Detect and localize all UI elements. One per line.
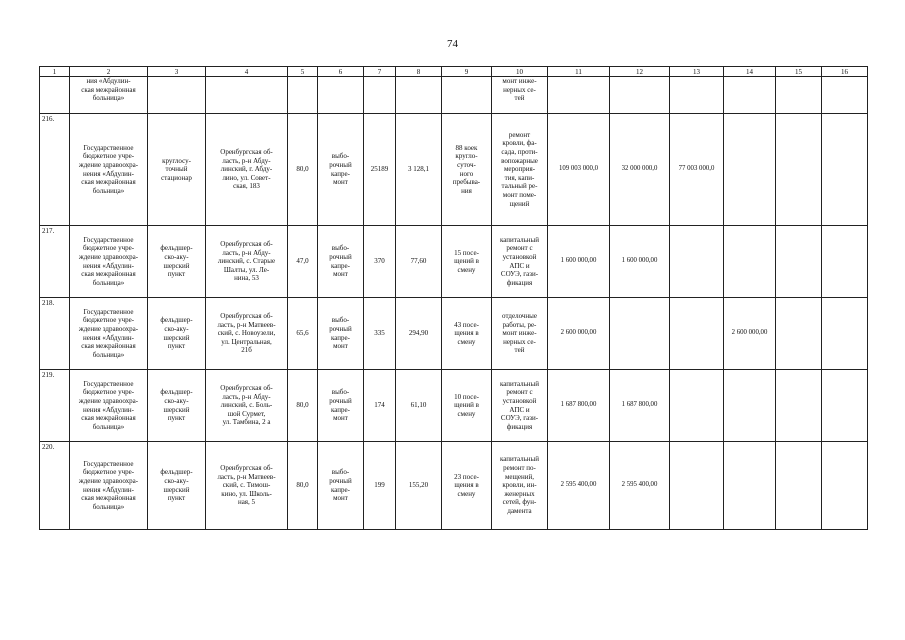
- amount-cell: [776, 370, 822, 442]
- works-cell: ремонт кровли, фа- сада, проти- вопожарные мероприя- тия, капи- тальный ре- монт поме- щений: [492, 114, 548, 226]
- amount-cell: [724, 226, 776, 298]
- address-cell: Оренбургская об- ласть, р-н Абду- линский, г. Абду- лино, ул. Совет- ская, 183: [206, 114, 288, 226]
- works-cell: отделочные работы, ре- монт инже- нерных се- тей: [492, 298, 548, 370]
- wear-cell: 80,0: [288, 442, 318, 530]
- table-cell: 25189: [364, 114, 396, 226]
- amount-total-cell: 1 600 000,00: [548, 226, 610, 298]
- table-cell: 335: [364, 298, 396, 370]
- table-cell: [548, 77, 610, 114]
- amount-total-cell: 2 595 400,00: [548, 442, 610, 530]
- header-cell: 6: [318, 67, 364, 77]
- amount-cell: [670, 298, 724, 370]
- institution-cell: Государственное бюджетное учре- ждение здравоохра- нения «Абдулин- ская межрайонная больница»: [70, 114, 148, 226]
- header-cell: 3: [148, 67, 206, 77]
- amount-cell: [776, 442, 822, 530]
- amount-cell: [724, 370, 776, 442]
- amount-cell: [670, 370, 724, 442]
- table-cell: 199: [364, 442, 396, 530]
- row-number-cell: 217.: [40, 226, 70, 298]
- header-cell: 4: [206, 67, 288, 77]
- amount-cell: [776, 114, 822, 226]
- amount-cell: [822, 298, 868, 370]
- repair-kind-cell: выбо- рочный капре- монт: [318, 442, 364, 530]
- address-cell: Оренбургская об- ласть, р-н Матвеев- ский, с. Новоузели, ул. Центральная, 21б: [206, 298, 288, 370]
- table-cell: 370: [364, 226, 396, 298]
- row-number-cell: 216.: [40, 114, 70, 226]
- row-number-cell: 219.: [40, 370, 70, 442]
- table-row: [40, 226, 868, 298]
- header-cell: 10: [492, 67, 548, 77]
- amount-cell: [724, 114, 776, 226]
- table-row: [40, 370, 868, 442]
- table-row: [40, 442, 868, 530]
- table-cell: [148, 77, 206, 114]
- facility-type-cell: фельдшер- ско-аку- шерский пункт: [148, 442, 206, 530]
- amount-cell: [670, 226, 724, 298]
- amount-cell: 1 600 000,00: [610, 226, 670, 298]
- table-cell: 61,10: [396, 370, 442, 442]
- header-cell: 15: [776, 67, 822, 77]
- row-number-cell: 218.: [40, 298, 70, 370]
- column-number-header: [40, 67, 868, 77]
- institution-cell: Государственное бюджетное учре- ждение здравоохра- нения «Абдулин- ская межрайонная больница»: [70, 226, 148, 298]
- facility-type-cell: фельдшер- ско-аку- шерский пункт: [148, 226, 206, 298]
- institution-cell: Государственное бюджетное учре- ждение здравоохра- нения «Абдулин- ская межрайонная больница»: [70, 298, 148, 370]
- amount-cell: [822, 226, 868, 298]
- page-number: 74: [447, 38, 458, 50]
- capacity-cell: 23 посе- щения в смену: [442, 442, 492, 530]
- amount-cell: 2 600 000,00: [724, 298, 776, 370]
- table-cell: [670, 77, 724, 114]
- table-cell: 77,60: [396, 226, 442, 298]
- header-cell: 11: [548, 67, 610, 77]
- wear-cell: 47,0: [288, 226, 318, 298]
- amount-cell: [776, 226, 822, 298]
- institution-cell: ния «Абдулин- ская межрайонная больница»: [70, 77, 148, 114]
- amount-cell: 77 003 000,0: [670, 114, 724, 226]
- table-cell: 155,20: [396, 442, 442, 530]
- table-cell: 174: [364, 370, 396, 442]
- amount-cell: [822, 442, 868, 530]
- table-cell: [396, 77, 442, 114]
- table-cell: 294,90: [396, 298, 442, 370]
- header-cell: 7: [364, 67, 396, 77]
- repair-kind-cell: выбо- рочный капре- монт: [318, 226, 364, 298]
- table-cell: [822, 77, 868, 114]
- amount-cell: [610, 298, 670, 370]
- institution-cell: Государственное бюджетное учре- ждение здравоохра- нения «Абдулин- ская межрайонная больница»: [70, 370, 148, 442]
- table-cell: [442, 77, 492, 114]
- row-number-cell: [40, 77, 70, 114]
- amount-cell: [776, 298, 822, 370]
- amount-total-cell: 1 687 800,00: [548, 370, 610, 442]
- amount-cell: [724, 442, 776, 530]
- amount-cell: [822, 370, 868, 442]
- header-cell: 12: [610, 67, 670, 77]
- header-cell: 1: [40, 67, 70, 77]
- table-cell: [724, 77, 776, 114]
- table-cell: [288, 77, 318, 114]
- institution-cell: Государственное бюджетное учре- ждение здравоохра- нения «Абдулин- ская межрайонная больница»: [70, 442, 148, 530]
- wear-cell: 80,0: [288, 114, 318, 226]
- table-row: [40, 298, 868, 370]
- works-cell: монт инже- нерных се- тей: [492, 77, 548, 114]
- amount-cell: 1 687 800,00: [610, 370, 670, 442]
- header-cell: 9: [442, 67, 492, 77]
- address-cell: Оренбургская об- ласть, р-н Абду- линский, с. Боль- шой Сурмет, ул. Тамбина, 2 а: [206, 370, 288, 442]
- header-cell: 5: [288, 67, 318, 77]
- works-cell: капитальный ремонт с установкой АПС и СОУЭ, гази- фикация: [492, 226, 548, 298]
- amount-total-cell: 2 600 000,00: [548, 298, 610, 370]
- capacity-cell: 15 посе- щений в смену: [442, 226, 492, 298]
- wear-cell: 80,0: [288, 370, 318, 442]
- header-cell: 13: [670, 67, 724, 77]
- works-cell: капитальный ремонт по- мещений, кровли, ин- женерных сетей, фун- дамента: [492, 442, 548, 530]
- amount-cell: 2 595 400,00: [610, 442, 670, 530]
- facility-type-cell: круглосу- точный стационар: [148, 114, 206, 226]
- amount-cell: [670, 442, 724, 530]
- table-cell: [364, 77, 396, 114]
- address-cell: Оренбургская об- ласть, р-н Матвеев- ский, с. Тимош- кино, ул. Школь- ная, 5: [206, 442, 288, 530]
- repair-kind-cell: выбо- рочный капре- монт: [318, 298, 364, 370]
- repair-kind-cell: выбо- рочный капре- монт: [318, 114, 364, 226]
- amount-cell: 32 000 000,0: [610, 114, 670, 226]
- address-cell: Оренбургская об- ласть, р-н Абду- линский, с. Старые Шалты, ул. Ле- нина, 53: [206, 226, 288, 298]
- table-cell: [776, 77, 822, 114]
- capacity-cell: 43 посе- щения в смену: [442, 298, 492, 370]
- row-number-cell: 220.: [40, 442, 70, 530]
- amount-total-cell: 109 003 000,0: [548, 114, 610, 226]
- wear-cell: 65,6: [288, 298, 318, 370]
- header-cell: 14: [724, 67, 776, 77]
- table-cell: [206, 77, 288, 114]
- repair-kind-cell: выбо- рочный капре- монт: [318, 370, 364, 442]
- capacity-cell: 88 коек кругло- суточ- ного пребыва- ния: [442, 114, 492, 226]
- facilities-table: [39, 66, 868, 530]
- table-row-continuation: [40, 77, 868, 114]
- table-row: [40, 114, 868, 226]
- header-cell: 8: [396, 67, 442, 77]
- facility-type-cell: фельдшер- ско-аку- шерский пункт: [148, 298, 206, 370]
- table-cell: [318, 77, 364, 114]
- table-cell: 3 128,1: [396, 114, 442, 226]
- header-cell: 2: [70, 67, 148, 77]
- facility-type-cell: фельдшер- ско-аку- шерский пункт: [148, 370, 206, 442]
- header-cell: 16: [822, 67, 868, 77]
- works-cell: капитальный ремонт с установкой АПС и СОУЭ, гази- фикация: [492, 370, 548, 442]
- capacity-cell: 10 посе- щений в смену: [442, 370, 492, 442]
- table-cell: [610, 77, 670, 114]
- amount-cell: [822, 114, 868, 226]
